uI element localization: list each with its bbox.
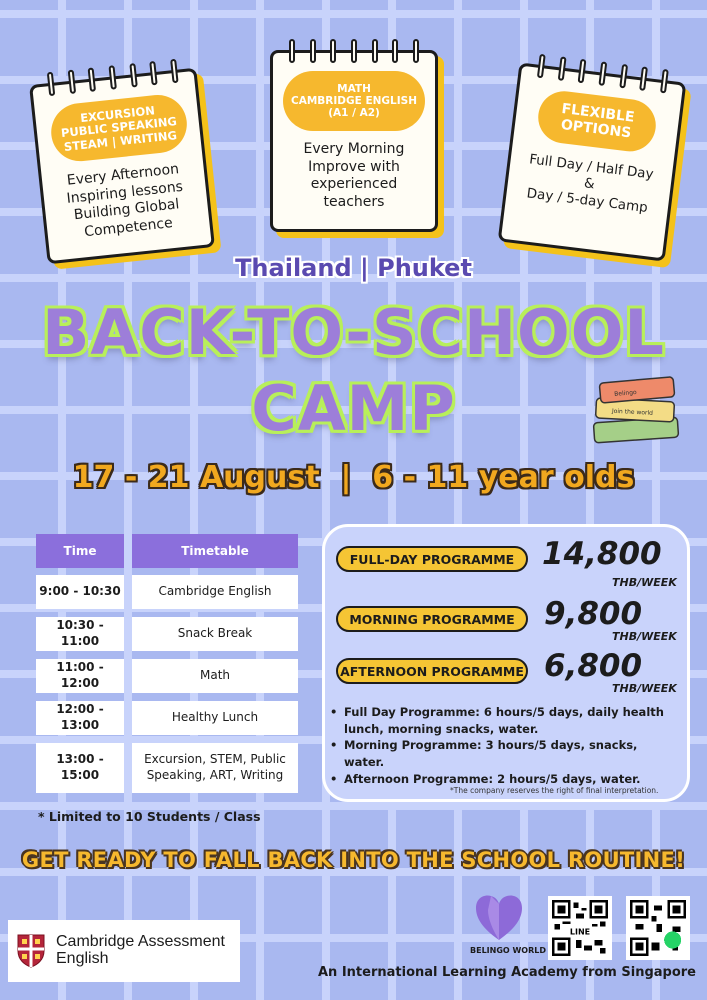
notepad-rings — [289, 39, 419, 63]
timetable-header-activity: Timetable — [132, 534, 298, 568]
afternoon-price: 6,800 — [544, 648, 643, 684]
card-morning-pill: MATH CAMBRIDGE ENGLISH (A1 / A2) — [283, 71, 425, 131]
afternoon-price-unit: THB/WEEK — [612, 682, 677, 695]
book-label-2: Join the world — [611, 407, 654, 417]
morning-price-unit: THB/WEEK — [612, 630, 677, 643]
class-limit-note: * Limited to 10 Students / Class — [38, 809, 261, 824]
cambridge-shield-icon — [16, 933, 46, 969]
morning-programme-pill: MORNING PROGRAMME — [336, 606, 528, 632]
line-qr-code[interactable] — [548, 896, 612, 960]
cambridge-text — [56, 934, 225, 968]
location-heading: Thailand | Phuket — [235, 254, 472, 282]
morning-price: 9,800 — [544, 596, 643, 632]
card-flexible — [498, 62, 687, 261]
timetable-activity-cell: Healthy Lunch — [132, 701, 298, 735]
slogan: GET READY TO FALL BACK INTO THE SCHOOL ROUTINE! — [21, 848, 686, 872]
timetable-activity-cell: Cambridge English — [132, 575, 298, 609]
full-day-programme-pill: FULL-DAY PROGRAMME — [336, 546, 528, 572]
disclaimer: *The company reserves the right of final interpretation. — [450, 786, 659, 795]
card-morning-text: Every Morning Improve with experienced teachers — [303, 141, 405, 210]
card-flexible-pill: FLEXIBLE OPTIONS — [535, 88, 658, 154]
timetable-activity-cell: Math — [132, 659, 298, 693]
dates-and-ages: 17 - 21 August | 6 - 11 year olds — [72, 460, 635, 495]
note-afternoon: • Afternoon Programme: 2 hours/5 days, water. — [330, 771, 680, 788]
timetable-time-cell: 9:00 - 10:30 — [36, 575, 124, 609]
academy-tagline: An International Learning Academy from Singapore — [318, 965, 696, 980]
belingo-brand-name: BELINGO WORLD — [470, 946, 547, 955]
programme-notes — [330, 704, 680, 787]
card-flexible-text: Full Day / Half Day & Day / 5-day Camp — [525, 151, 655, 216]
cambridge-logo — [8, 920, 240, 982]
notepad-rings — [537, 54, 669, 94]
timetable-time-cell: 12:00 - 13:00 — [36, 701, 124, 735]
timetable-header-time: Time — [36, 534, 124, 568]
title-line-1: BACK-TO-SCHOOL — [42, 296, 665, 369]
timetable-time-cell: 10:30 - 11:00 — [36, 617, 124, 651]
full-day-price-unit: THB/WEEK — [612, 576, 677, 589]
timetable-activity-cell: Excursion, STEM, Public Speaking, ART, Writing — [132, 743, 298, 793]
cambridge-line-1: Cambridge Assessment — [56, 933, 225, 951]
timetable-time-cell: 13:00 - 15:00 — [36, 743, 124, 793]
card-morning — [270, 50, 438, 232]
timetable-time-cell: 11:00 - 12:00 — [36, 659, 124, 693]
card-afternoon-pill: EXCURSION PUBLIC SPEAKING STEAM | WRITING — [48, 92, 189, 164]
cambridge-line-2: English — [56, 950, 109, 967]
card-afternoon — [29, 68, 215, 265]
afternoon-programme-pill: AFTERNOON PROGRAMME — [336, 658, 528, 684]
note-full-day: • Full Day Programme: 6 hours/5 days, daily health lunch, morning snacks, water. — [330, 704, 680, 737]
title-line-2: CAMP — [251, 372, 456, 445]
book-label-1: Belingo — [613, 388, 637, 398]
full-day-price: 14,800 — [542, 536, 662, 572]
qr-line-label: LINE — [569, 927, 591, 937]
note-morning: • Morning Programme: 3 hours/5 days, snacks, water. — [330, 737, 680, 770]
timetable-activity-cell: Snack Break — [132, 617, 298, 651]
whatsapp-qr-code[interactable] — [626, 896, 690, 960]
card-afternoon-text: Every Afternoon Inspiring lessons Building Global Competence — [65, 161, 184, 240]
notepad-rings — [47, 59, 179, 96]
books-illustration — [586, 372, 686, 452]
belingo-heart-icon — [474, 892, 524, 944]
